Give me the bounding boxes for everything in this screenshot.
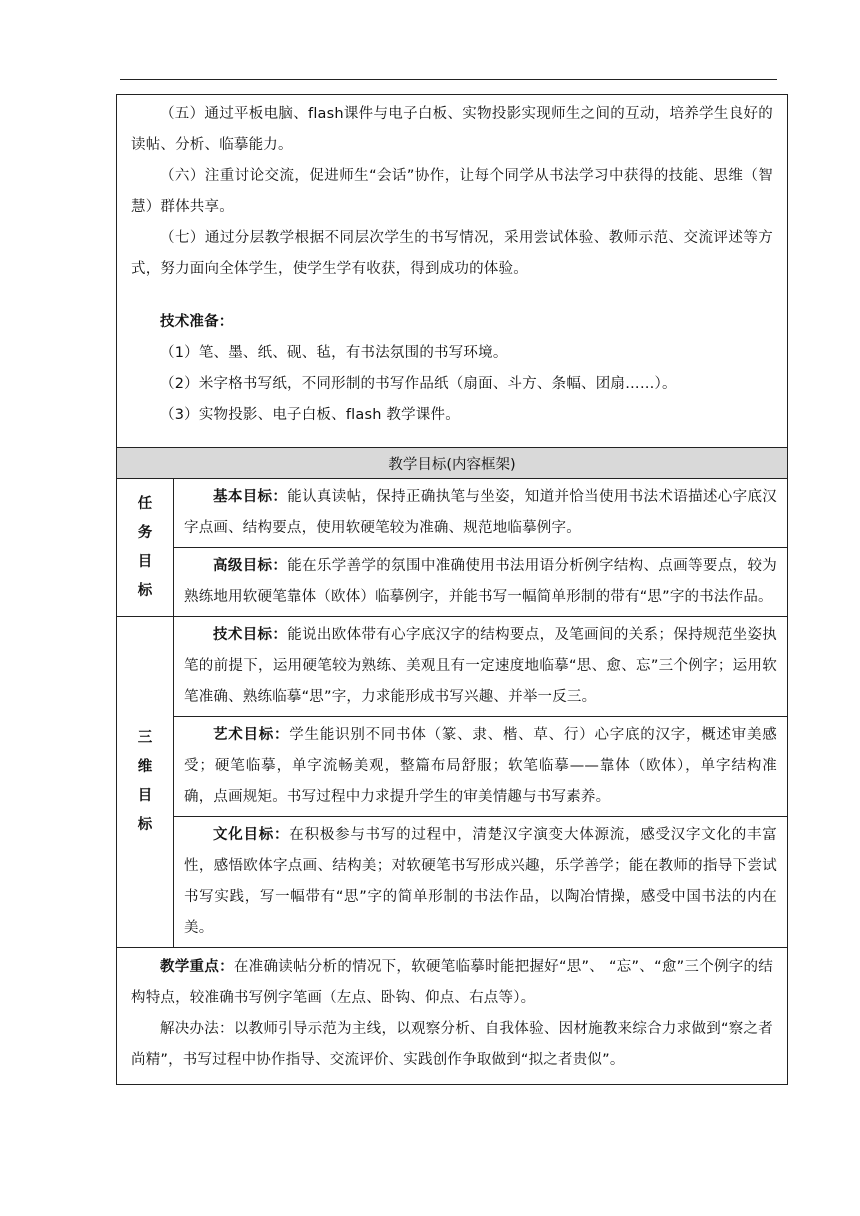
three-goal-art-row bbox=[117, 717, 788, 817]
tech-goal-label: 技术目标： bbox=[213, 627, 288, 643]
key-points-row bbox=[117, 948, 788, 1085]
solution: 解决办法：以教师引导示范为主线，以观察分析、自我体验、因材施教来综合力求做到“察之者尚精”，书写过程中协作指导、交流评价、实践创作争取做到“拟之者贵似”。 bbox=[131, 1021, 773, 1068]
tech-prep-item-1: （1）笔、墨、纸、砚、毡，有书法氛围的书写环境。 bbox=[160, 345, 508, 361]
art-goal-label: 艺术目标： bbox=[213, 727, 290, 743]
advanced-goal-label: 高级目标： bbox=[213, 558, 288, 574]
intro-cell bbox=[117, 95, 788, 448]
intro-paragraph-5: （五）通过平板电脑、flash课件与电子白板、实物投影实现师生之间的互动，培养学生良好的读帖、分析、临摹能力。 bbox=[131, 106, 773, 153]
basic-goal-text: 能认真读帖，保持正确执笔与坐姿，知道并恰当使用书法术语描述心字底汉字点画、结构要点，使用软硬笔较为准确、规范地临摹例字。 bbox=[184, 489, 777, 536]
art-goal-text: 学生能识别不同书体（篆、隶、楷、草、行）心字底的汉字，概述审美感受；硬笔临摹，单字流畅美观，整篇布局舒服；软笔临摹——靠体（欧体），单字结构准确，点画规矩。书写过程中力求提升学生的审美情趣与书写素养。 bbox=[184, 727, 777, 805]
section-header: 教学目标(内容框架) bbox=[117, 448, 788, 479]
key-points bbox=[131, 952, 773, 1014]
art-goal bbox=[184, 720, 777, 813]
task-goal-advanced-row bbox=[117, 548, 788, 617]
tech-goal-cell bbox=[174, 617, 788, 717]
basic-goal-cell bbox=[174, 479, 788, 548]
culture-goal-cell bbox=[174, 817, 788, 948]
key-points-cell bbox=[117, 948, 788, 1085]
three-goals-label: 三 维 目 标 bbox=[117, 617, 174, 948]
basic-goal-label: 基本目标： bbox=[213, 489, 288, 505]
key-points-label: 教学重点： bbox=[160, 959, 234, 975]
lesson-plan-table bbox=[116, 94, 788, 1085]
intro-row bbox=[117, 95, 788, 448]
three-goal-tech-row bbox=[117, 617, 788, 717]
intro-paragraph-7: （七）通过分层教学根据不同层次学生的书写情况，采用尝试体验、教师示范、交流评述等方式，努力面向全体学生，使学生学有收获，得到成功的体验。 bbox=[131, 230, 773, 277]
culture-goal-label: 文化目标： bbox=[213, 827, 290, 843]
task-goal-basic-row bbox=[117, 479, 788, 548]
three-goal-culture-row bbox=[117, 817, 788, 948]
culture-goal bbox=[184, 820, 777, 944]
basic-goal bbox=[184, 482, 777, 544]
intro-paragraph-6: （六）注重讨论交流，促进师生“会话”协作，让每个同学从书法学习中获得的技能、思维（智慧）群体共享。 bbox=[131, 168, 773, 215]
advanced-goal-text: 能在乐学善学的氛围中准确使用书法用语分析例字结构、点画等要点，较为熟练地用软硬笔靠体（欧体）临摹例字，并能书写一幅简单形制的带有“思”字的书法作品。 bbox=[184, 558, 777, 605]
advanced-goal bbox=[184, 551, 777, 613]
advanced-goal-cell bbox=[174, 548, 788, 617]
task-goals-label: 任 务 目 标 bbox=[117, 479, 174, 617]
culture-goal-text: 在积极参与书写的过程中，清楚汉字演变大体源流，感受汉字文化的丰富性，感悟欧体字点画、结构美；对软硬笔书写形成兴趣，乐学善学；能在教师的指导下尝试书写实践，写一幅带有“思”字的简单形制的书法作品，以陶冶情操，感受中国书法的内在美。 bbox=[184, 827, 777, 936]
section-header-row bbox=[117, 448, 788, 479]
art-goal-cell bbox=[174, 717, 788, 817]
key-points-text: 在准确读帖分析的情况下，软硬笔临摹时能把握好“思”、 “忘”、“愈”三个例字的结构特点，较准确书写例字笔画（左点、卧钩、仰点、右点等）。 bbox=[131, 959, 774, 1006]
tech-prep-item-2: （2）米字格书写纸，不同形制的书写作品纸（扇面、斗方、条幅、团扇……）。 bbox=[160, 376, 677, 392]
tech-prep-item-3: （3）实物投影、电子白板、flash 教学课件。 bbox=[160, 407, 460, 423]
header-rule bbox=[120, 79, 777, 80]
tech-goal bbox=[184, 620, 777, 713]
tech-prep-title: 技术准备： bbox=[160, 314, 234, 330]
tech-goal-text: 能说出欧体带有心字底汉字的结构要点，及笔画间的关系；保持规范坐姿执笔的前提下，运用硬笔较为熟练、美观且有一定速度地临摹“思、愈、忘”三个例字；运用软笔准确、熟练临摹“思”字，力求能形成书写兴趣、并举一反三。 bbox=[184, 627, 777, 705]
